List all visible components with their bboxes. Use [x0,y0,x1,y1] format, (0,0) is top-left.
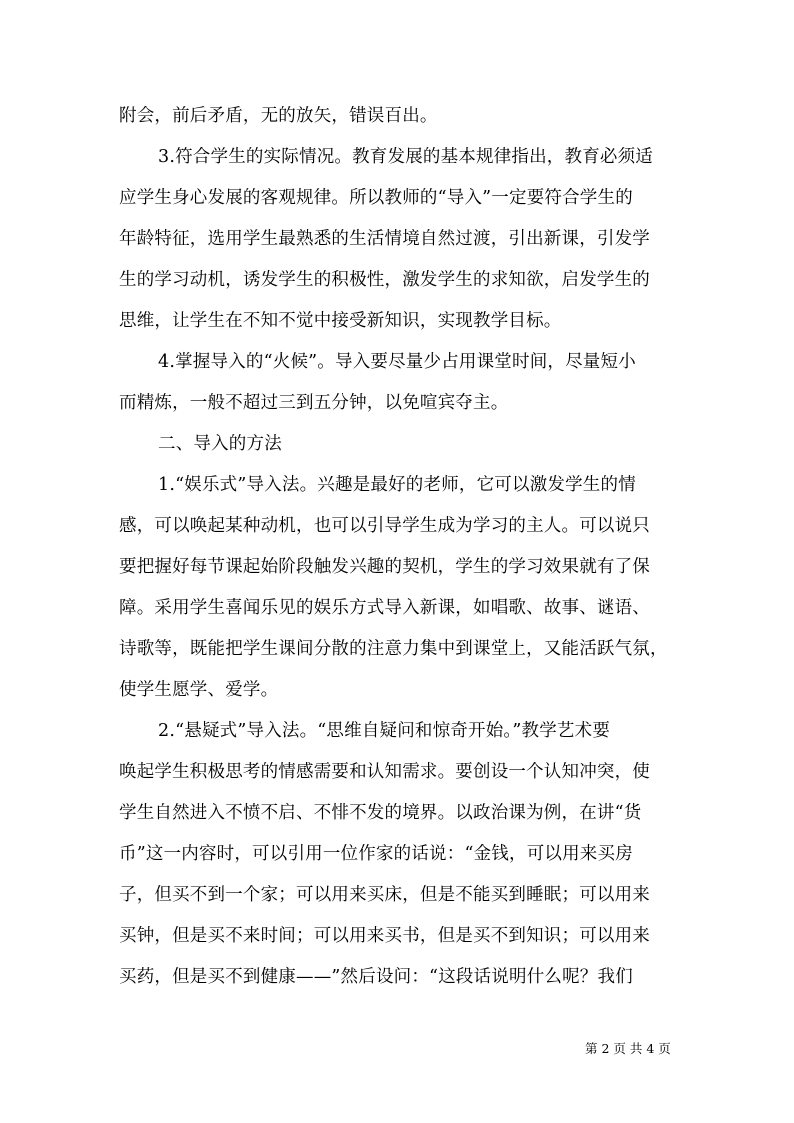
section-heading: 二、导入的方法 [158,434,282,454]
text-line: 而精炼，一般不超过三到五分钟，以免喧宾夺主。 [119,393,509,413]
text-line: 买药，但是买不到健康——”然后设问：“这段话说明什么呢？我们 [119,967,633,987]
text-line: 4.掌握导入的“火候”。导入要尽量少占用课堂时间，尽量短小 [158,352,636,372]
text-line: 使学生愿学、爱学。 [119,680,279,700]
text-line: 感，可以唤起某种动机，也可以引导学生成为学习的主人。可以说只 [119,516,650,536]
text-line: 子，但买不到一个家；可以用来买床，但是不能买到睡眠；可以用来 [119,885,650,905]
text-line: 唤起学生积极思考的情感需要和认知需求。要创设一个认知冲突，使 [119,762,650,782]
text-line: 1.“娱乐式”导入法。兴趣是最好的老师，它可以激发学生的情 [158,475,636,495]
text-line: 附会，前后矛盾，无的放矢，错误百出。 [119,106,438,126]
text-line: 思维，让学生在不知不觉中接受新知识，实现教学目标。 [119,311,562,331]
text-line: 3.符合学生的实际情况。教育发展的基本规律指出，教育必须适 [158,147,653,167]
text-line: 2.“悬疑式”导入法。“思维自疑问和惊奇开始。”教学艺术要 [158,721,611,741]
text-line: 障。采用学生喜闻乐见的娱乐方式导入新课，如唱歌、故事、谜语、 [119,598,650,618]
text-line: 应学生身心发展的客观规律。所以教师的“导入”一定要符合学生的 [119,188,633,208]
text-line: 买钟，但是买不来时间；可以用来买书，但是买不到知识；可以用来 [119,926,650,946]
text-line: 要把握好每节课起始阶段触发兴趣的契机，学生的学习效果就有了保 [119,557,650,577]
text-line: 年龄特征，选用学生最熟悉的生活情境自然过渡，引出新课，引发学 [119,229,650,249]
text-line: 币”这一内容时，可以引用一位作家的话说：“金钱，可以用来买房 [119,844,633,864]
text-line: 诗歌等，既能把学生课间分散的注意力集中到课堂上，又能活跃气氛， [119,639,668,659]
text-line: 学生自然进入不愤不启、不悱不发的境界。以政治课为例，在讲“货 [119,803,642,823]
page-number: 第 2 页 共 4 页 [585,1041,671,1056]
text-line: 生的学习动机，诱发学生的积极性，激发学生的求知欲，启发学生的 [119,270,650,290]
